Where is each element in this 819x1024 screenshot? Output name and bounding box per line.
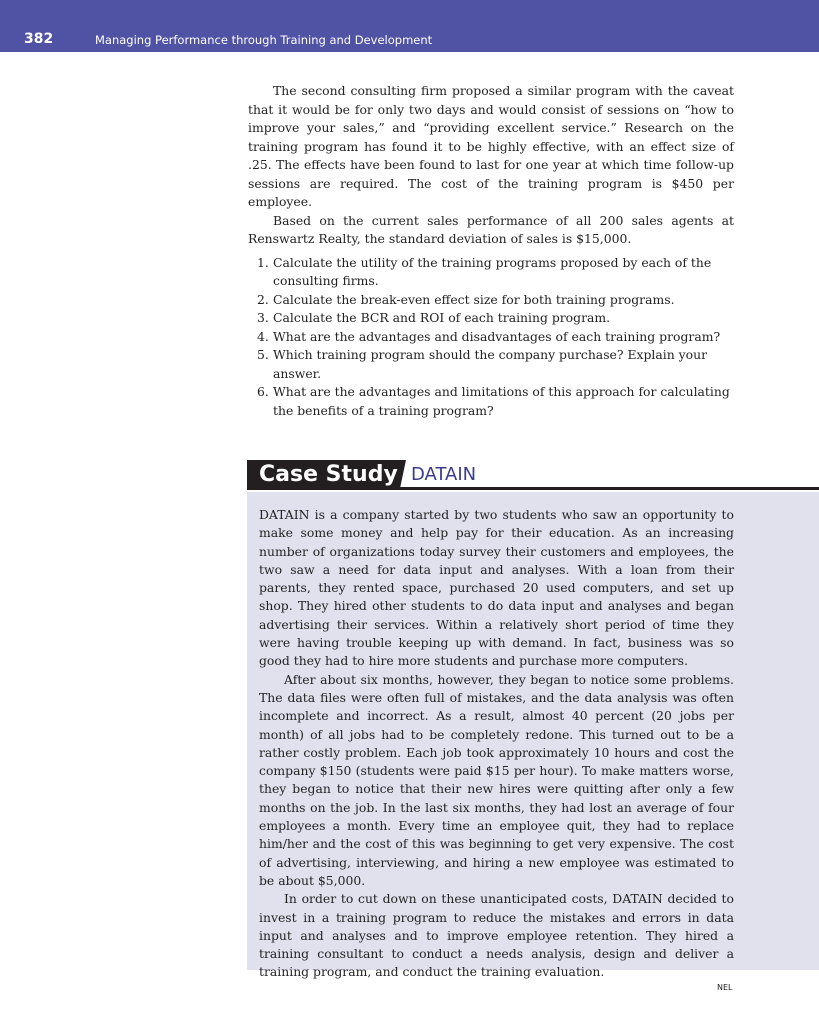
case-study-text: [259, 506, 734, 982]
case-paragraph: In order to cut down on these unanticipated costs, DATAIN decided to invest in a training program to reduce the mistakes and errors in data input and analyses and to improve employee retention. They hired a training consultant to conduct a needs analysis, design and deliver a training program, and conduct the training evaluation.: [259, 891, 734, 980]
question-text: Calculate the utility of the training programs proposed by each of the consulting firms.: [273, 254, 712, 288]
question-number: 2.: [257, 291, 269, 307]
question-text: Calculate the BCR and ROI of each training program.: [273, 310, 611, 325]
question-number: 6.: [257, 384, 269, 399]
question-text: Calculate the break-even effect size for both training programs.: [273, 291, 675, 307]
case-paragraph: DATAIN is a company started by two students who saw an opportunity to make some money and help pay for their education. As an increasing number of organizations today survey their customers and employees, the two saw a need for data input and analyses. With a loan from their parents, they rented space, purchased 20 used computers, and set up shop. They hired other students to do data input and analyses and began advertising their services. Within a relatively short period of time they were having trouble keeping up with demand. In fact, business was so good they had to hire more students and purchase more computers.: [259, 507, 734, 669]
publisher-footer: NEL: [717, 983, 733, 992]
header-bar: [0, 0, 819, 52]
case-study-box: [247, 492, 819, 980]
question-item: [248, 309, 734, 328]
case-study-header: [247, 460, 819, 490]
body-paragraph: The second consulting firm proposed a similar program with the caveat that it would be for only two days and would consist of sessions on “how to improve your sales,” and “providing excellent service.” Research on the training program has found it to be highly effective, with an effect size of .25. The effects have been found to last for one year at which time follow-up sessions are required. The cost of the training program is $450 per employee.: [248, 83, 734, 209]
case-paragraph: After about six months, however, they began to notice some problems. The data files were often full of mistakes, and the data analysis was often incomplete and incorrect. As a result, almost 40 percent (20 jobs per month) of all jobs had to be completely redone. This turned out to be a rather costly problem. Each job took approximately 10 hours and cost the company $150 (students were paid $15 per hour). To make matters worse, they began to notice that their new hires were quitting after only a few months on the job. In the last six months, they had lost an average of four employees a month. Every time an employee quit, they had to replace him/her and the cost of this was beginning to get very expensive. The cost of advertising, interviewing, and hiring a new employee was estimated to be about $5,000.: [259, 671, 734, 888]
question-list: [248, 254, 734, 421]
page-number: 382: [24, 31, 54, 47]
running-title: Managing Performance through Training and Development: [95, 33, 433, 47]
case-study-title: DATAIN: [411, 464, 477, 485]
question-item: [248, 328, 734, 347]
question-item: [248, 383, 734, 420]
question-text: Which training program should the company purchase? Explain your answer.: [273, 347, 708, 381]
question-item: [248, 254, 734, 291]
question-number: 4.: [257, 328, 269, 344]
question-text: What are the advantages and disadvantages of each training program?: [273, 328, 721, 344]
question-number: 3.: [257, 310, 269, 325]
question-item: [248, 346, 734, 383]
question-number: 5.: [257, 347, 269, 362]
question-text: What are the advantages and limitations of this approach for calculating the benefits of a training program?: [273, 384, 730, 418]
question-item: [248, 291, 734, 310]
question-number: 1.: [257, 254, 269, 270]
case-study-label: Case Study: [259, 462, 398, 487]
body-text: [248, 82, 734, 420]
case-study-rule: [247, 487, 819, 490]
body-paragraph: Based on the current sales performance of all 200 sales agents at Renswartz Realty, the standard deviation of sales is $15,000.: [248, 212, 734, 246]
